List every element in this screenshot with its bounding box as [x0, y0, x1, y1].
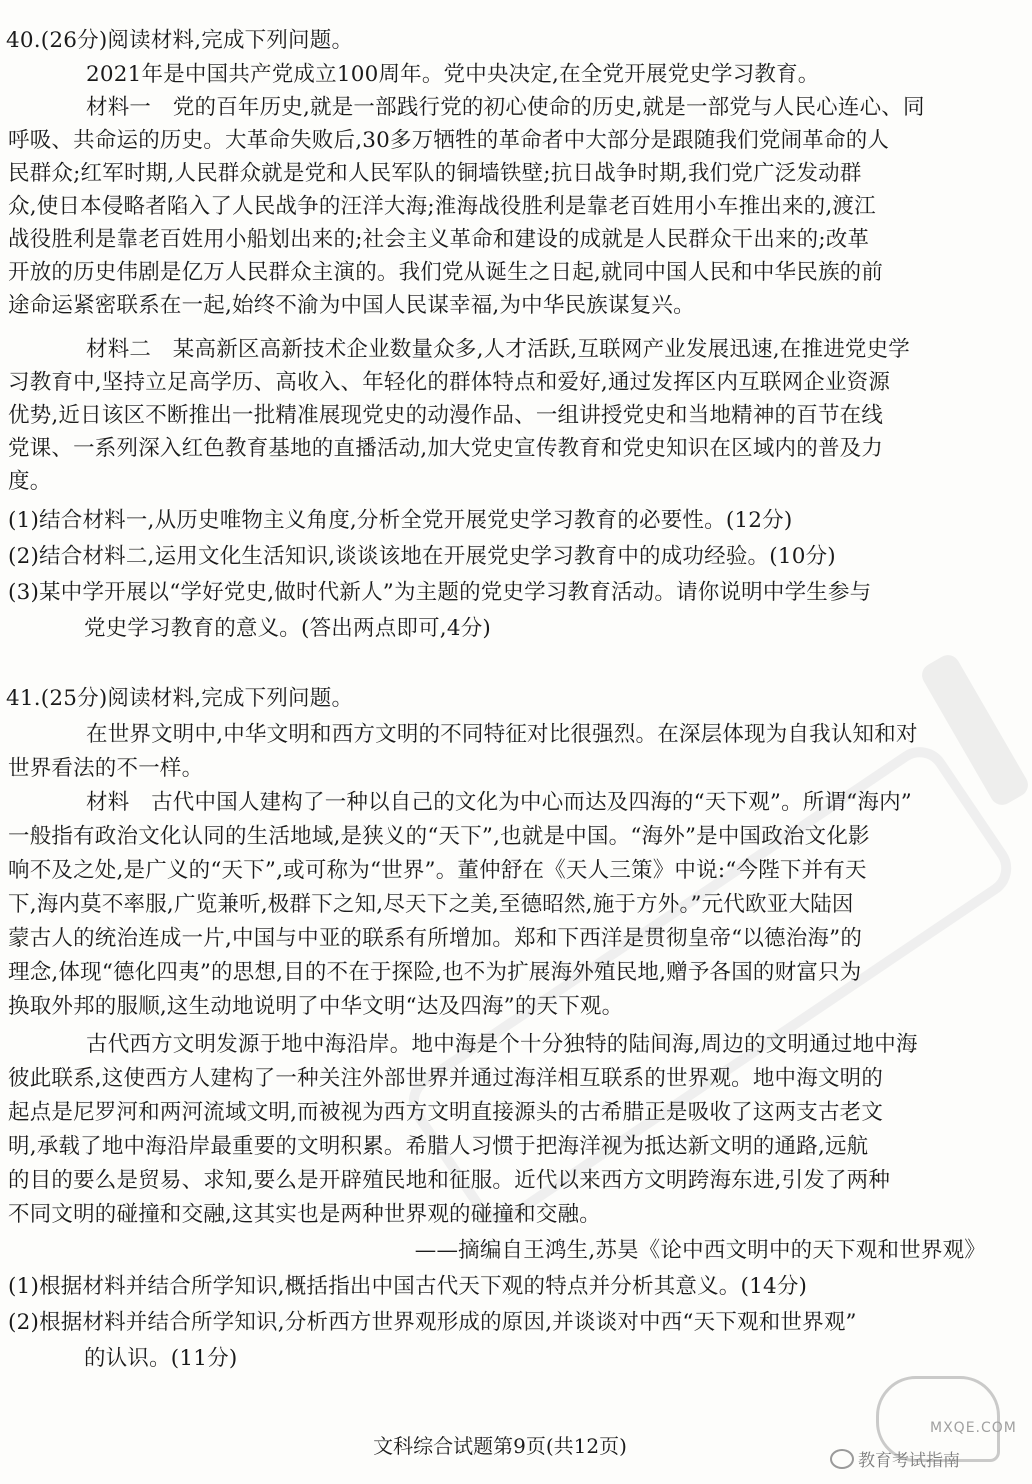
material-line: 材料二 某高新区高新技术企业数量众多,人才活跃,互联网产业发展迅速,在推进党史学 [86, 337, 911, 362]
material-line: 彼此联系,这使西方人建构了一种关注外部世界并通过海洋相互联系的世界观。地中海文明的 [8, 1066, 884, 1091]
sub-question: (1)结合材料一,从历史唯物主义角度,分析全党开展党史学习教育的必要性。(12分) [8, 508, 793, 533]
sub-question: 的认识。(11分) [84, 1346, 238, 1371]
material-line: 材料一 党的百年历史,就是一部践行党的初心使命的历史,就是一部党与人民心连心、同 [86, 95, 925, 120]
sub-question: (1)根据材料并结合所学知识,概括指出中国古代天下观的特点并分析其意义。(14分) [8, 1274, 808, 1299]
material-line: 呼吸、共命运的历史。大革命失败后,30多万牺牲的革命者中大部分是跟随我们党闹革命的人 [8, 128, 890, 153]
question-41-header: 41.(25分)阅读材料,完成下列问题。 [6, 686, 354, 711]
material-line: 起点是尼罗河和两河流域文明,而被视为西方文明直接源头的古希腊正是吸收了这两支古老文 [8, 1100, 884, 1125]
material-line: 民群众;红军时期,人民群众就是党和人民军队的铜墙铁壁;抗日战争时期,我们党广泛发动群 [8, 161, 862, 186]
sub-question: (2)根据材料并结合所学知识,分析西方世界观形成的原因,并谈谈对中西“天下观和世界观” [8, 1310, 857, 1335]
material-line: 响不及之处,是广义的“天下”,或可称为“世界”。董仲舒在《天人三策》中说:“今陛下并有天 [8, 858, 867, 883]
sub-question: (2)结合材料二,运用文化生活知识,谈谈该地在开展党史学习教育中的成功经验。(10分) [8, 544, 836, 569]
page-footer: 文科综合试题第9页(共12页) [373, 1434, 627, 1458]
sub-question: 党史学习教育的意义。(答出两点即可,4分) [84, 616, 491, 641]
material-line: 度。 [8, 469, 52, 494]
material-line: 战役胜利是靠老百姓用小船划出来的;社会主义革命和建设的成就是人民群众干出来的;改革 [8, 227, 870, 252]
material-line: 优势,近日该区不断推出一批精准展现党史的动漫作品、一组讲授党史和当地精神的百节在线 [8, 403, 884, 428]
material-line: 理念,体现“德化四夷”的思想,目的不在于探险,也不为扩展海外殖民地,赠予各国的财富只为 [8, 960, 862, 985]
source-citation: ——摘编自王鸿生,苏昊《论中西文明中的天下观和世界观》 [414, 1238, 986, 1263]
question-41-intro: 世界看法的不一样。 [8, 756, 204, 781]
question-40-header: 40.(26分)阅读材料,完成下列问题。 [6, 28, 354, 53]
material-line: 党课、一系列深入红色教育基地的直播活动,加大党史宣传教育和党史知识在区域内的普及力 [8, 436, 884, 461]
material-line: 开放的历史伟剧是亿万人民群众主演的。我们党从诞生之日起,就同中国人民和中华民族的前 [8, 260, 884, 285]
question-41-intro: 在世界文明中,中华文明和西方文明的不同特征对比很强烈。在深层体现为自我认知和对 [86, 722, 918, 747]
watermark-site: MXQE.COM [930, 1420, 1017, 1436]
material-line: 不同文明的碰撞和交融,这其实也是两种世界观的碰撞和交融。 [8, 1202, 601, 1227]
material-line: 一般指有政治文化认同的生活地域,是狭义的“天下”,也就是中国。“海外”是中国政治文化影 [8, 824, 870, 849]
question-40-intro: 2021年是中国共产党成立100周年。党中央决定,在全党开展党史学习教育。 [86, 62, 820, 87]
material-line: 的目的要么是贸易、求知,要么是开辟殖民地和征服。近代以来西方文明跨海东进,引发了两种 [8, 1168, 891, 1193]
material-line: 材料 古代中国人建构了一种以自己的文化为中心而达及四海的“天下观”。所谓“海内” [86, 790, 912, 815]
wechat-label: 教育考试指南 [858, 1451, 960, 1471]
material-line: 古代西方文明发源于地中海沿岸。地中海是个十分独特的陆间海,周边的文明通过地中海 [86, 1032, 918, 1057]
wechat-watermark [830, 1446, 960, 1471]
material-line: 途命运紧密联系在一起,始终不渝为中国人民谋幸福,为中华民族谋复兴。 [8, 293, 695, 318]
material-line: 明,承载了地中海沿岸最重要的文明积累。希腊人习惯于把海洋视为抵达新文明的通路,远航 [8, 1134, 869, 1159]
material-line: 蒙古人的统治连成一片,中国与中亚的联系有所增加。郑和下西洋是贯彻皇帝“以德治海”的 [8, 926, 863, 951]
material-line: 习教育中,坚持立足高学历、高收入、年轻化的群体特点和爱好,通过发挥区内互联网企业资源 [8, 370, 891, 395]
material-line: 众,使日本侵略者陷入了人民战争的汪洋大海;淮海战役胜利是靠老百姓用小车推出来的,渡江 [8, 194, 876, 219]
wechat-icon [830, 1449, 854, 1469]
material-line: 换取外邦的服顺,这生动地说明了中华文明“达及四海”的天下观。 [8, 994, 624, 1019]
sub-question: (3)某中学开展以“学好党史,做时代新人”为主题的党史学习教育活动。请你说明中学生参与 [8, 580, 872, 605]
material-line: 下,海内莫不率服,广览兼听,极群下之知,尽天下之美,至德昭然,施于方外。”元代欧亚大陆因 [8, 892, 854, 917]
